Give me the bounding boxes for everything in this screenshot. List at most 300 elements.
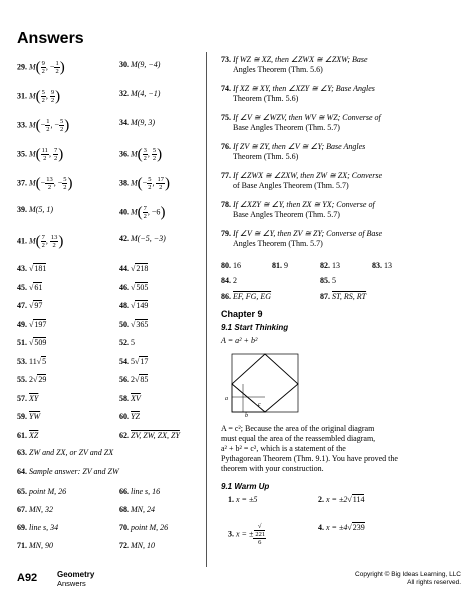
answer-number: 43.: [17, 264, 29, 273]
midpoint-answer: 35. M( $\frac{11}{2}$ , $\frac{7}{2}$ ): [17, 146, 64, 163]
point-label: M: [131, 207, 138, 217]
midpoint-answer: [17, 205, 53, 215]
paren-open: (: [35, 59, 41, 76]
answer-number: 3.: [228, 529, 236, 539]
column-divider: [206, 52, 207, 567]
answer-number: 67.: [17, 505, 29, 514]
numerator: 13: [46, 176, 53, 183]
distance-answer: [17, 394, 38, 404]
answer-number: 36.: [119, 149, 131, 159]
numerator: 9: [50, 89, 55, 96]
answer-number: 71.: [17, 541, 29, 550]
answer-prefix: x = ±2: [326, 495, 348, 504]
denominator: 2: [152, 155, 157, 162]
answer-number: 79.: [221, 229, 233, 238]
radicand: 181: [34, 264, 47, 273]
answer-number: 47.: [17, 301, 29, 310]
denominator: 2: [63, 184, 67, 191]
copyright-line: Copyright © Big Ideas Learning, LLC: [355, 571, 461, 578]
paragraph-line: a² + b² = c², which is a statement of the: [221, 444, 346, 453]
paragraph-line: A = c²; Because the area of the original diagram: [221, 424, 375, 433]
sqrt: √365: [131, 319, 149, 329]
point-label: M: [29, 149, 36, 159]
midpoint-answer: [119, 118, 155, 128]
point-label: M: [29, 62, 36, 72]
fraction: [41, 147, 49, 162]
fraction: [156, 176, 165, 191]
start-thinking-heading: 9.1 Start Thinking: [221, 323, 289, 332]
answer-number: 32.: [119, 89, 131, 98]
paragraph-line: must equal the area of the reassembled diagram,: [221, 434, 376, 443]
answer-text: M(−5, −3): [131, 234, 166, 243]
answer-text: M(9, −4): [131, 60, 161, 69]
pythagorean-diagram: [221, 350, 301, 418]
label-b: b: [245, 413, 248, 418]
short-answer: [272, 261, 288, 271]
answer-text: point M, 26: [29, 487, 67, 496]
answer-number: 44.: [119, 264, 131, 273]
answer-text: point M, 26: [131, 523, 169, 532]
short-answer: [221, 292, 271, 302]
answer-number: 42.: [119, 234, 131, 243]
numerator: 11: [41, 147, 48, 154]
answer-line-2: Base Angles Theorem (Thm. 5.7): [233, 210, 340, 219]
answer-number: 57.: [17, 393, 29, 403]
answer-line-1: If WZ ≅ XZ, then ∠ZWX ≅ ∠ZXW; Base: [233, 55, 368, 64]
paren-close: ): [64, 117, 70, 134]
answer-number: 73.: [221, 55, 233, 64]
numerator: 1: [46, 118, 50, 125]
distance-answer: [17, 283, 42, 293]
midpoint-answer: 37. M(− $\frac{13}{2}$ , − $\frac{5}{2}$ ): [17, 175, 73, 192]
answer-number: 85.: [320, 276, 332, 285]
answer-line-1: If ∠ZWX ≅ ∠ZXW, then ZW ≅ ZX; Converse: [233, 171, 383, 180]
paren-open: (: [137, 204, 143, 221]
answer-prefix: x = ±: [236, 529, 254, 539]
point-label: M: [29, 178, 36, 188]
sqrt: √181: [29, 264, 47, 273]
answer-number: 40.: [119, 207, 131, 217]
answer-line-1: If ∠XZY ≅ ∠Y, then ZX ≅ YX; Converse of: [233, 200, 375, 209]
denominator: 2: [53, 155, 58, 162]
answer-number: 82.: [320, 261, 332, 270]
answer-number: 35.: [17, 149, 29, 159]
answer-number: 34.: [119, 118, 131, 127]
chapter-heading: Chapter 9: [221, 309, 263, 319]
paren-open: (: [35, 233, 41, 250]
numerator: 7: [143, 205, 147, 212]
theorem-answer: [221, 229, 382, 249]
label-c: c: [258, 402, 261, 408]
answer-number: 31.: [17, 91, 29, 101]
answer-number: 72.: [119, 541, 131, 550]
answer-number: 56.: [119, 375, 131, 384]
midpoint-answer: 31. M( $\frac{5}{2}$ , $\frac{9}{2}$ ): [17, 88, 61, 105]
reflection-answer: [119, 541, 155, 551]
radicand: 197: [34, 319, 47, 329]
answer-text: M(5, 1): [29, 205, 53, 214]
answer-value: 5: [332, 276, 336, 285]
radicand: 97: [34, 301, 43, 310]
answer-value: 13: [332, 261, 340, 270]
segment: $\overline{YZ}$: [131, 412, 140, 421]
theorem-answer: [221, 84, 375, 104]
answer-number: 37.: [17, 178, 29, 188]
answer-number: 48.: [119, 301, 131, 310]
answer-number: 65.: [17, 487, 29, 496]
distance-answer: [119, 394, 141, 404]
section-name: Answers: [57, 579, 86, 588]
segment: $\overline{XV}$: [131, 393, 141, 403]
answer-number: 51.: [17, 338, 29, 347]
segments: ZV, ZW, ZX, ZY: [131, 430, 180, 440]
midpoint-answer: [119, 89, 160, 99]
paren-close: ): [67, 175, 73, 192]
distance-answer: [119, 412, 140, 422]
short-answer: [320, 276, 336, 286]
answer-number: 41.: [17, 236, 29, 246]
theorem-answer: [221, 200, 375, 220]
answer-number: 54.: [119, 356, 131, 366]
segment-answer: [17, 467, 119, 477]
answer-number: 29.: [17, 62, 29, 72]
answer-number: 2.: [318, 495, 326, 504]
warm-up-answer: [318, 495, 364, 505]
sqrt: √29: [33, 375, 47, 384]
radicand: 61: [34, 282, 43, 292]
denominator: 2: [55, 68, 59, 75]
denominator: 2: [50, 97, 55, 104]
answer-number: 61.: [17, 430, 29, 440]
fraction: [147, 176, 152, 191]
denominator: 2: [41, 97, 45, 104]
sqrt: √509: [29, 338, 47, 347]
point-label: M: [131, 149, 138, 159]
paren-open: (: [35, 88, 41, 105]
denominator: 2: [159, 184, 163, 191]
theorem-answer: [221, 55, 368, 75]
answer-line-1: If ∠V ≅ ∠Y, then ZV ≅ ZY; Converse of Base: [233, 229, 383, 238]
sqrt: √ 221: [255, 523, 266, 538]
answer-number: 49.: [17, 319, 29, 329]
paren-close: ): [157, 146, 163, 163]
page-code: A92: [17, 572, 38, 584]
denominator: 2: [47, 184, 52, 191]
page-title: Answers: [17, 30, 84, 47]
warm-up-answer: [228, 523, 266, 546]
answer-number: 70.: [119, 523, 131, 532]
area-equation: A = a² + b²: [221, 336, 258, 345]
answer-number: 46.: [119, 282, 131, 292]
sqrt: √505: [131, 282, 149, 292]
numerator: 3: [143, 147, 147, 154]
copyright: [355, 571, 461, 587]
answer-value: EF, FG, EG: [233, 292, 272, 301]
paren-open: (: [35, 117, 41, 134]
numerator: [253, 523, 266, 539]
point-label: M: [29, 120, 36, 130]
answer-number: 45.: [17, 282, 29, 292]
radicand: 149: [136, 301, 149, 310]
answer-number: 68.: [119, 505, 131, 514]
fraction: [41, 234, 46, 249]
rights-line: All rights reserved.: [407, 579, 461, 586]
answer-text: line s, 16: [131, 487, 161, 496]
denominator: 2: [43, 155, 47, 162]
reflection-answer: [17, 541, 53, 551]
paren-close: ): [58, 146, 64, 163]
radicand: 221: [255, 531, 266, 538]
paren-open: (: [137, 175, 143, 192]
point-label: M: [131, 178, 138, 188]
answer-number: 50.: [119, 319, 131, 329]
answer-number: 52.: [119, 338, 131, 347]
fraction: [41, 89, 46, 104]
answer-number: 83.: [372, 261, 384, 270]
answer-number: 80.: [221, 261, 233, 270]
denominator: 2: [59, 126, 64, 133]
radicand: 85: [140, 375, 149, 384]
start-thinking-answer: [221, 424, 398, 474]
answer-value: 16: [233, 261, 241, 270]
sqrt: √149: [131, 301, 149, 310]
radicand: 5: [42, 356, 47, 366]
answer-line-1: If XZ ≅ XY, then ∠XZY ≅ ∠Y; Base Angles: [233, 84, 375, 93]
answer-line-2: Angles Theorem (Thm. 5.7): [233, 239, 323, 248]
answer-line-1: If ZV ≅ ZY, then ∠V ≅ ∠Y; Base Angles: [233, 142, 366, 151]
radicand: 17: [140, 356, 149, 366]
denominator: 2: [143, 213, 147, 220]
theorem-answer: [221, 171, 382, 191]
sqrt: √218: [131, 264, 149, 273]
reflection-answer: [17, 505, 53, 515]
distance-answer: [119, 264, 148, 274]
radicand: 509: [34, 338, 47, 347]
numerator: 9: [41, 60, 45, 67]
answer-number: 75.: [221, 113, 233, 122]
answer-text: MN, 24: [131, 505, 155, 514]
answer-number: 58.: [119, 393, 131, 403]
distance-answer: [119, 301, 148, 311]
distance-answer: 53. 11√5: [17, 356, 47, 366]
fraction: [45, 118, 50, 133]
answer-value: ST, RS, RT: [332, 292, 367, 301]
midpoint-answer: 29. M( $\frac{9}{2}$ , − $\frac{1}{2}$ ): [17, 59, 65, 76]
numerator: 5: [59, 118, 64, 125]
answer-number: 60.: [119, 412, 131, 421]
answer-number: 84.: [221, 276, 233, 285]
short-answer: [221, 276, 237, 286]
answer-number: 62.: [119, 430, 131, 440]
numerator: 7: [41, 234, 45, 241]
answer-number: 69.: [17, 523, 29, 532]
numerator: 17: [157, 176, 164, 183]
answer-text: M(9, 3): [131, 118, 155, 127]
answer-number: 76.: [221, 142, 233, 151]
sqrt: √85: [135, 375, 149, 384]
distance-answer: [17, 264, 46, 274]
point-label: M: [29, 236, 36, 246]
radicand: 365: [136, 319, 149, 329]
label-a: a: [225, 396, 228, 402]
answer-number: 74.: [221, 84, 233, 93]
paragraph-line: theorem with your construction.: [221, 464, 324, 473]
radicand: 114: [352, 495, 365, 504]
paren-close: ): [164, 175, 170, 192]
radicand: 505: [136, 282, 149, 292]
answer-text: Sample answer: ZV and ZW: [29, 467, 119, 476]
course-name: Geometry: [57, 570, 95, 579]
numerator: 5: [63, 176, 67, 183]
sqrt: √97: [29, 301, 43, 310]
answer-number: 30.: [119, 60, 131, 69]
paren-open: (: [35, 175, 41, 192]
numerator: 5: [41, 89, 45, 96]
answer-text: MN, 32: [29, 505, 53, 514]
distance-answer: 56. 2√85: [119, 375, 149, 384]
midpoint-answer: 36. M( $\frac{3}{2}$ , $\frac{5}{2}$ ): [119, 146, 163, 163]
reflection-answer: [119, 505, 155, 515]
distance-answer: 55. 2√29: [17, 375, 47, 384]
distance-answer: [119, 431, 180, 441]
answer-line-2: Angles Theorem (Thm. 5.6): [233, 65, 323, 74]
midpoint-answer: 40. M( $\frac{7}{2}$ , −6): [119, 204, 166, 221]
midpoint-answer: [119, 234, 166, 244]
short-answer: [320, 261, 340, 271]
answer-number: 64.: [17, 467, 29, 476]
answer-text: x = ±5: [236, 495, 258, 504]
denominator: 2: [143, 155, 147, 162]
sqrt: √114: [347, 495, 365, 504]
short-answer: [372, 261, 392, 271]
answer-number: 33.: [17, 120, 29, 130]
sqrt: √5: [36, 356, 47, 366]
paragraph-line: Pythagorean Theorem (Thm. 9.1). You have proved the: [221, 454, 398, 463]
answer-number: 87.: [320, 292, 332, 301]
numerator: 5: [152, 147, 157, 154]
theorem-answer: [221, 113, 381, 133]
answer-number: 39.: [17, 205, 29, 214]
fraction: [45, 176, 54, 191]
midpoint-answer: 41. M( $\frac{7}{2}$ , $\frac{13}{2}$ ): [17, 233, 64, 250]
sqrt: √17: [135, 356, 149, 366]
distance-answer: 54. 5√17: [119, 356, 149, 366]
sqrt: √197: [29, 319, 47, 329]
answer-number: 63.: [17, 448, 29, 457]
distance-answer: [17, 412, 40, 422]
answer-number: 53.: [17, 356, 29, 366]
answer-line-1: If ∠V ≅ ∠WZV, then WV ≅ WZ; Converse of: [233, 113, 381, 122]
answer-number: 38.: [119, 178, 131, 188]
distance-answer: [17, 338, 46, 348]
denominator: 2: [41, 68, 45, 75]
answer-value: 9: [284, 261, 288, 270]
answer-number: 66.: [119, 487, 131, 496]
midpoint-answer: 38. M(− $\frac{5}{2}$ , $\frac{17}{2}$ ): [119, 175, 170, 192]
numerator: 7: [53, 147, 58, 154]
answer-text: ZW and ZX, or ZV and ZX: [29, 448, 114, 457]
fraction: [143, 147, 148, 162]
answer-number: 1.: [228, 495, 236, 504]
short-answer: [221, 261, 241, 271]
paren-open: (: [137, 146, 143, 163]
reflection-answer: [17, 523, 58, 533]
point-label: M: [29, 91, 36, 101]
denominator: 6: [258, 539, 262, 546]
numerator: 13: [50, 234, 58, 241]
denominator: 2: [41, 242, 45, 249]
reflection-answer: [17, 487, 66, 497]
answer-line-2: Theorem (Thm. 5.6): [233, 94, 299, 103]
theorem-answer: [221, 142, 365, 162]
answer-number: 77.: [221, 171, 233, 180]
warm-up-answer: [228, 495, 257, 505]
paren-close: ): [59, 59, 65, 76]
answer-value: 2: [233, 276, 237, 285]
denominator: 2: [46, 126, 50, 133]
paren-close: ): [58, 233, 64, 250]
answer-prefix: x = ±4: [326, 523, 348, 532]
answer-line-2: of Base Angles Theorem (Thm. 5.7): [233, 181, 349, 190]
midpoint-answer: [119, 60, 160, 70]
segment-answer: [17, 448, 113, 458]
midpoint-answer: 33. M(− $\frac{1}{2}$ , − $\frac{5}{2}$ ): [17, 117, 70, 134]
numerator: 1: [55, 60, 59, 67]
distance-answer: [119, 283, 148, 293]
answer-text: MN, 10: [131, 541, 155, 550]
paren-close: ): [160, 204, 166, 221]
distance-answer: [119, 320, 148, 330]
answer-number: 59.: [17, 412, 29, 421]
reflection-answer: [119, 523, 168, 533]
answer-number: 55.: [17, 375, 29, 384]
answer-number: 78.: [221, 200, 233, 209]
segment: $\overline{XZ}$: [29, 430, 39, 440]
radicand: 239: [352, 523, 365, 532]
sqrt: √239: [347, 523, 365, 532]
warm-up-heading: 9.1 Warm Up: [221, 482, 270, 491]
distance-answer: [17, 301, 42, 311]
paren-close: ): [55, 88, 61, 105]
answer-text: line s, 34: [29, 523, 59, 532]
answer-number: 86.: [221, 292, 233, 301]
denominator: 2: [52, 242, 56, 249]
distance-answer: 52. 5: [119, 338, 135, 347]
answer-number: 81.: [272, 261, 284, 270]
radicand: 218: [136, 264, 149, 273]
answer-number: 4.: [318, 523, 326, 532]
sqrt: √61: [29, 282, 43, 292]
fraction: [41, 60, 46, 75]
paren-open: (: [35, 146, 41, 163]
distance-answer: [17, 431, 38, 441]
answer-value: 13: [384, 261, 392, 270]
distance-answer: [17, 320, 46, 330]
answer-text: MN, 90: [29, 541, 53, 550]
reflection-answer: [119, 487, 160, 497]
answer-text: M(4, −1): [131, 89, 161, 98]
denominator: 2: [148, 184, 152, 191]
numerator: 5: [148, 176, 152, 183]
segment: $\overline{XY}$: [29, 393, 39, 403]
segment: $\overline{YW}$: [29, 412, 41, 421]
warm-up-answer: [318, 523, 365, 533]
short-answer: [320, 292, 366, 302]
fraction: [253, 523, 266, 546]
answer-line-2: Theorem (Thm. 5.6): [233, 152, 299, 161]
answer-line-2: Base Angles Theorem (Thm. 5.7): [233, 123, 340, 132]
radicand: 29: [38, 375, 47, 384]
